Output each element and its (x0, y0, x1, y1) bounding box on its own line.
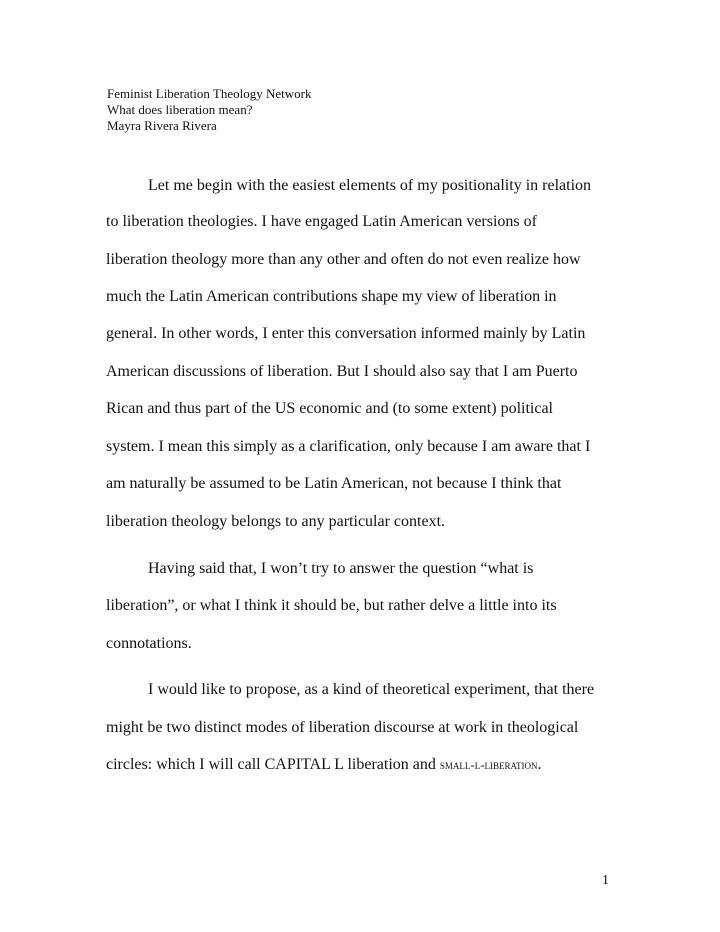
body-line-16 (106, 755, 542, 775)
body-line-12: liberation”, or what I think it should be, but rather delve a little into its (106, 597, 557, 614)
body-line-11: Having said that, I won’t try to answer the question “what is (148, 560, 534, 577)
small-l-liberation-term: small-l-liberation (439, 757, 538, 772)
header-author: Mayra Rivera Rivera (107, 118, 217, 133)
document-header (107, 86, 311, 134)
header-organization: Feminist Liberation Theology Network (107, 86, 312, 101)
body-line-6: American discussions of liberation. But I should also say that I am Puerto (106, 363, 578, 380)
body-line-1: Let me begin with the easiest elements of my positionality in relation (148, 177, 592, 194)
body-line-7: Rican and thus part of the US economic and (to some extent) political (106, 400, 553, 417)
body-line-5: general. In other words, I enter this conversation informed mainly by Latin (106, 325, 586, 342)
body-line-2: to liberation theologies. I have engaged Latin American versions of (106, 213, 537, 230)
body-line-10: liberation theology belongs to any particular context. (106, 513, 446, 530)
body-line-9: am naturally be assumed to be Latin American, not because I think that (106, 475, 562, 492)
header-title: What does liberation mean? (107, 102, 253, 117)
body-line-15: might be two distinct modes of liberation discourse at work in theological (106, 719, 579, 736)
body-line-14: I would like to propose, as a kind of theoretical experiment, that there (148, 681, 595, 698)
body-line-8: system. I mean this simply as a clarification, only because I am aware that I (106, 438, 591, 455)
body-line-4: much the Latin American contributions shape my view of liberation in (106, 288, 557, 305)
body-line-3: liberation theology more than any other and often do not even realize how (106, 251, 581, 268)
page-number: 1 (602, 873, 609, 888)
body-line-16-end: . (537, 756, 542, 773)
body-line-13: connotations. (106, 635, 192, 652)
body-line-16-start: circles: which I will call CAPITAL L liberation and (106, 756, 440, 773)
